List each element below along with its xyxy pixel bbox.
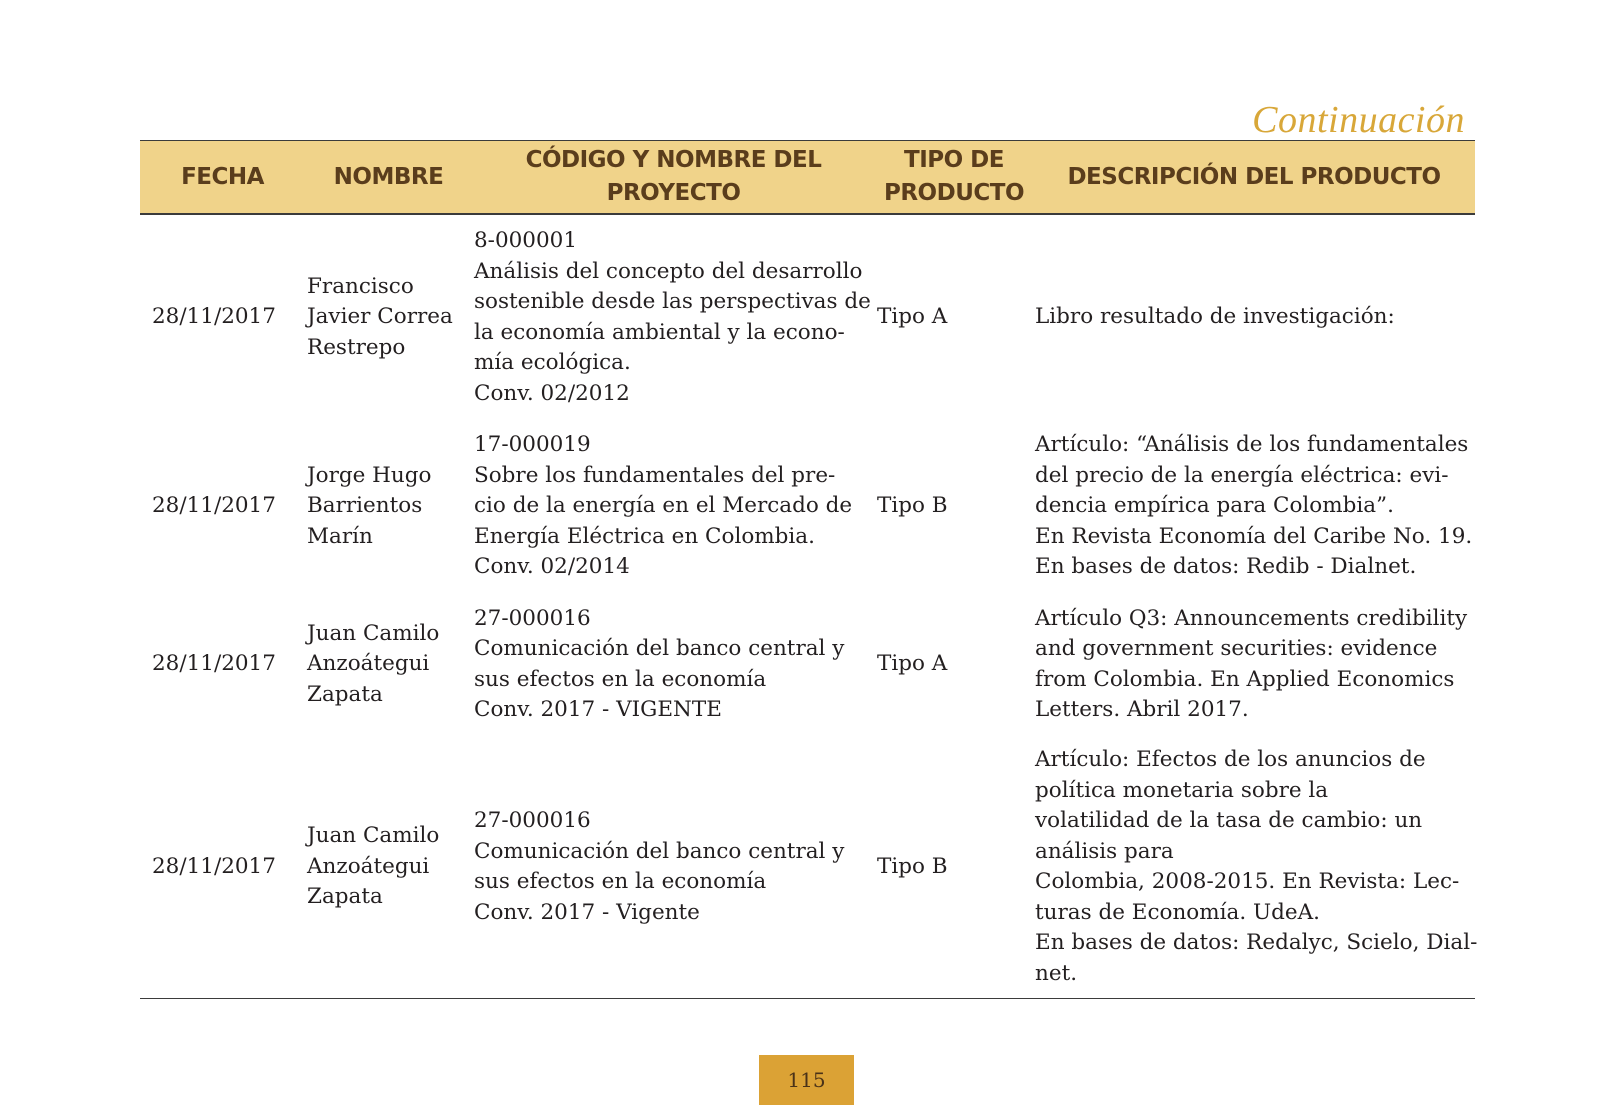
- cell-descripcion-line: En bases de datos: Redib - Dialnet.: [1035, 554, 1417, 580]
- cell-descripcion: [1033, 736, 1478, 999]
- cell-proyecto-line: 27-000016: [474, 808, 591, 833]
- table-row: [140, 736, 1475, 999]
- cell-descripcion: [1033, 214, 1475, 420]
- cell-descripcion: [1033, 593, 1475, 736]
- cell-descripcion-line: volatilidad de la tasa de cambio: un: [1035, 808, 1423, 833]
- page-number: 115: [759, 1055, 854, 1105]
- cell-descripcion-line: política monetaria sobre la: [1035, 777, 1329, 803]
- cell-nombre-line: Javier Correa: [307, 304, 453, 330]
- cell-nombre-line: Zapata: [307, 884, 383, 910]
- cell-nombre-line: Barrientos: [307, 493, 423, 519]
- cell-descripcion-line: Artículo: Efectos de los anuncios de: [1035, 747, 1426, 772]
- cell-proyecto-line: 27-000016: [474, 605, 591, 631]
- cell-tipo: Tipo B: [877, 493, 948, 519]
- products-table-wrapper: [140, 140, 1478, 999]
- table-row: [140, 214, 1475, 420]
- cell-proyecto-line: sus efectos en la economía: [474, 869, 767, 894]
- cell-nombre-line: Juan Camilo: [307, 620, 440, 646]
- cell-descripcion-line: net.: [1035, 960, 1078, 986]
- cell-nombre: [305, 420, 472, 593]
- cell-proyecto-line: Comunicación del banco central y: [474, 838, 845, 864]
- cell-descripcion-line: Colombia, 2008-2015. En Revista: Lec-: [1035, 869, 1460, 894]
- cell-descripcion-line: Libro resultado de investigación:: [1035, 304, 1395, 330]
- cell-proyecto: [472, 420, 875, 593]
- column-header-proyecto: CÓDIGO Y NOMBRE DEL PROYECTO: [472, 141, 875, 215]
- cell-descripcion-line: and government securities: evidence: [1035, 636, 1438, 661]
- cell-nombre-line: Francisco: [307, 273, 414, 299]
- cell-proyecto-line: Análisis del concepto del desarrollo: [474, 258, 863, 284]
- cell-nombre-line: Anzoátegui: [307, 651, 430, 677]
- cell-descripcion-line: from Colombia. En Applied Economics: [1035, 666, 1455, 692]
- cell-proyecto-line: Conv. 02/2014: [474, 554, 630, 580]
- cell-descripcion-line: Letters. Abril 2017.: [1035, 697, 1249, 722]
- cell-proyecto-line: Conv. 02/2012: [474, 380, 630, 406]
- cell-nombre-line: Marín: [307, 523, 373, 549]
- cell-descripcion-line: del precio de la energía eléctrica: evi-: [1035, 462, 1449, 488]
- cell-descripcion-line: dencia empírica para Colombia”.: [1035, 493, 1394, 519]
- cell-proyecto-line: sus efectos en la economía: [474, 666, 767, 692]
- cell-proyecto-line: la economía ambiental y la econo-: [474, 319, 845, 345]
- cell-nombre: [305, 593, 472, 736]
- cell-descripcion-line: análisis para: [1035, 838, 1174, 864]
- cell-tipo: Tipo A: [877, 651, 948, 677]
- cell-nombre-line: Zapata: [307, 681, 383, 707]
- cell-tipo: Tipo B: [875, 736, 1033, 999]
- cell-proyecto-line: Energía Eléctrica en Colombia.: [474, 523, 815, 549]
- cell-descripcion-line: Artículo: “Análisis de los fundamentales: [1035, 432, 1469, 458]
- cell-proyecto-line: sostenible desde las perspectivas de: [474, 289, 871, 314]
- cell-proyecto-line: Conv. 2017 - VIGENTE: [474, 697, 722, 722]
- cell-proyecto: [472, 736, 875, 999]
- cell-fecha: 28/11/2017: [152, 651, 276, 677]
- cell-descripcion-line: turas de Economía. UdeA.: [1035, 899, 1320, 925]
- cell-descripcion-line: Artículo Q3: Announcements credibility: [1035, 605, 1468, 631]
- continuation-label: Continuación: [1252, 99, 1465, 141]
- cell-fecha: 28/11/2017: [152, 304, 276, 330]
- table-header-row: [140, 141, 1475, 215]
- cell-proyecto-line: 17-000019: [474, 432, 591, 458]
- column-header-fecha: FECHA: [140, 141, 305, 215]
- cell-descripcion-line: En bases de datos: Redalyc, Scielo, Dial-: [1035, 930, 1478, 955]
- table-row: [140, 420, 1475, 593]
- cell-fecha: 28/11/2017: [140, 736, 305, 999]
- cell-nombre-line: Restrepo: [307, 334, 406, 360]
- cell-nombre-line: Anzoátegui: [307, 853, 430, 879]
- cell-nombre: [305, 736, 472, 999]
- column-header-tipo: TIPO DE PRODUCTO: [875, 141, 1033, 215]
- cell-nombre-line: Juan Camilo: [307, 823, 440, 849]
- cell-tipo: Tipo A: [877, 304, 948, 330]
- cell-proyecto: [472, 593, 875, 736]
- column-header-nombre: NOMBRE: [305, 141, 472, 215]
- cell-proyecto: [472, 214, 875, 420]
- cell-fecha: 28/11/2017: [152, 493, 276, 519]
- cell-proyecto-line: 8-000001: [474, 228, 578, 253]
- cell-proyecto-line: cio de la energía en el Mercado de: [474, 493, 853, 519]
- cell-descripcion-line: En Revista Economía del Caribe No. 19.: [1035, 523, 1473, 549]
- cell-nombre-line: Jorge Hugo: [307, 462, 432, 488]
- table-body: [140, 214, 1478, 999]
- cell-descripcion: [1033, 420, 1475, 593]
- column-header-descripcion: DESCRIPCIÓN DEL PRODUCTO: [1033, 141, 1475, 215]
- cell-proyecto-line: Conv. 2017 - Vigente: [474, 899, 700, 925]
- cell-proyecto-line: mía ecológica.: [474, 350, 631, 375]
- cell-proyecto-line: Comunicación del banco central y: [474, 636, 845, 661]
- table-row: [140, 593, 1475, 736]
- cell-proyecto-line: Sobre los fundamentales del pre-: [474, 462, 836, 488]
- products-table: [140, 140, 1478, 999]
- cell-nombre: [305, 214, 472, 420]
